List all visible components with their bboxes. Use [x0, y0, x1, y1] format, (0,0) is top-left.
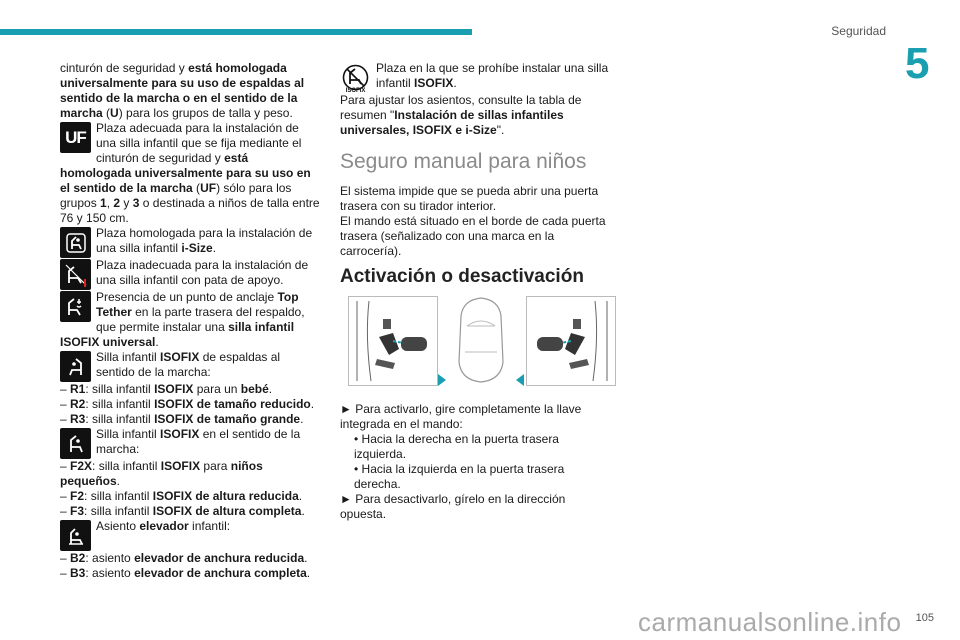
intro-paragraph: cinturón de seguridad y está homologada universalmente para su uso de espaldas al sentido de la marcha o en el sentido de la marcha (U) para los grupos de talla y peso. — [60, 61, 305, 120]
f3-line: – F3: silla infantil ISOFIX de altura completa. — [60, 504, 305, 518]
activate-step: ► Para activarlo, gire completamente la llave integrada en el mando: — [340, 402, 582, 431]
r3-line: – R3: silla infantil ISOFIX de tamaño grande. — [60, 412, 304, 426]
body-paragraph-2: El mando está situado en el borde de cada puerta trasera (señalizado con una marca en la carrocería). — [340, 214, 606, 258]
body-paragraph-1: El sistema impide que se pueda abrir una puerta trasera con su tirador interior. — [340, 184, 599, 213]
right-door-key-figure — [526, 296, 616, 386]
b2-line: – B2: asiento elevador de anchura reducida. — [60, 551, 308, 565]
rear-facing-entry: Silla infantil ISOFIX de espaldas al sentido de la marcha: — [60, 350, 322, 382]
rear-facing-seat-icon — [60, 351, 91, 382]
bullet-right-door: • Hacia la izquierda en la puerta trasera derecha. — [354, 462, 565, 491]
page-number: 105 — [915, 612, 934, 624]
uf-icon: UF — [60, 122, 91, 153]
b3-line: – B3: asiento elevador de anchura completa. — [60, 566, 311, 580]
booster-seat-icon — [60, 520, 91, 551]
no-isofix-icon — [340, 62, 371, 93]
no-isofix-entry: ISOFIX Plaza en la que se prohíbe instalar una silla infantil ISOFIX. — [340, 61, 610, 93]
right-column — [340, 61, 610, 522]
r2-line: – R2: silla infantil ISOFIX de tamaño reducido. — [60, 397, 315, 411]
support-leg-entry: Plaza inadecuada para la instalación de una silla infantil con pata de apoyo. — [60, 258, 322, 290]
child-lock-illustration — [340, 296, 610, 388]
deactivate-step: ► Para desactivarlo, gírelo en la dirección opuesta. — [340, 492, 566, 521]
isofix-icon-label: ISOFIX — [345, 88, 366, 93]
forward-facing-seat-icon — [60, 428, 91, 459]
car-top-view-figure — [453, 296, 509, 384]
isize-entry: Plaza homologada para la instalación de una silla infantil i-Size. — [60, 226, 322, 258]
watermark-text: carmanualsonline.info — [638, 607, 902, 637]
r1-line: – R1: silla infantil ISOFIX para un bebé. — [60, 382, 273, 396]
chapter-number: 5 — [905, 39, 930, 88]
left-door-key-figure — [348, 296, 438, 386]
booster-entry: Asiento elevador infantil: — [60, 519, 322, 551]
support-leg-prohibited-icon — [60, 259, 91, 290]
top-tether-icon — [60, 291, 91, 322]
arrow-left-icon — [516, 374, 524, 386]
section-heading: Seguro manual para niños — [340, 150, 587, 173]
uf-entry: UF Plaza adecuada para la instalación de una silla infantil que se fija mediante el cinturón de seguridad y está homologada universalmente para su uso en el sentido de la marcha (UF) sólo para los grupos 1, 2 y 3 o destinada a niños de talla entre 76 y 150 cm. — [60, 121, 320, 225]
left-column — [60, 61, 322, 581]
section-title: Seguridad — [831, 24, 886, 38]
bullet-left-door: • Hacia la derecha en la puerta trasera izquierda. — [354, 432, 559, 461]
adjust-paragraph: Para ajustar los asientos, consulte la tabla de resumen "Instalación de sillas infantiles universales, ISOFIX e i-Size". — [340, 93, 582, 137]
isize-seat-icon — [60, 227, 91, 258]
f2-line: – F2: silla infantil ISOFIX de altura reducida. — [60, 489, 303, 503]
forward-facing-entry: Silla infantil ISOFIX en el sentido de la marcha: — [60, 427, 322, 459]
top-tether-entry: Presencia de un punto de anclaje Top Tether en la parte trasera del respaldo, que permite instalar una silla infantil ISOFIX universal. — [60, 290, 305, 349]
header-accent-bar — [0, 29, 472, 35]
f2x-line: – F2X: silla infantil ISOFIX para niños pequeños. — [60, 459, 263, 488]
arrow-right-icon — [438, 374, 446, 386]
activation-heading: Activación o desactivación — [340, 266, 584, 287]
